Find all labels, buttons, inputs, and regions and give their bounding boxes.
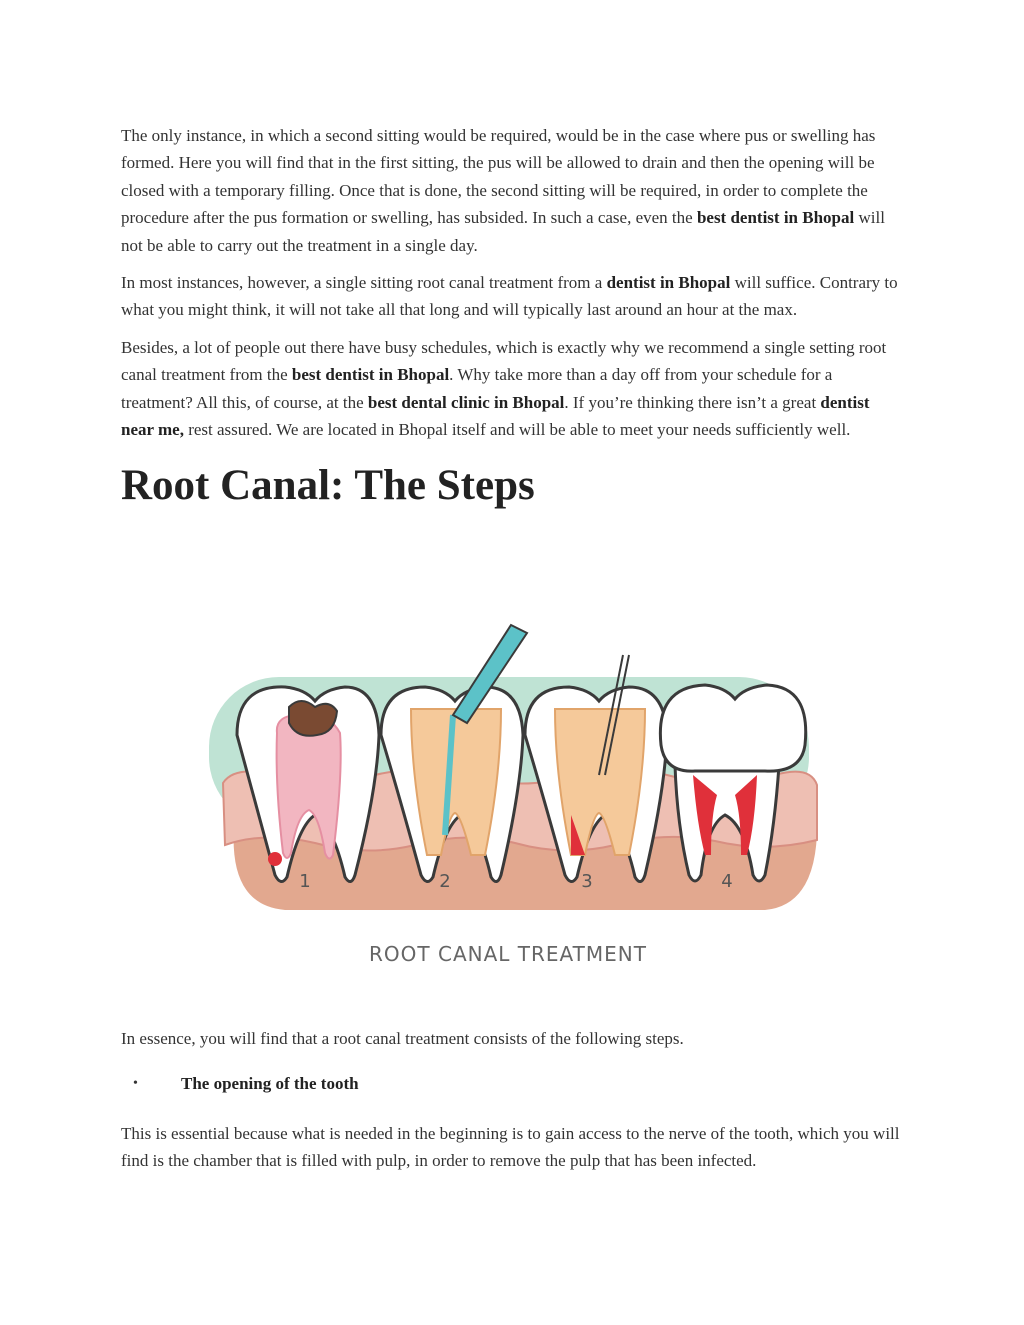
text-run: . Why take more than a day off from your schedule for a treatment? All this, of course, at the	[121, 365, 833, 412]
text-run: will not be able to carry out the treatment in a single day.	[121, 208, 885, 255]
step-label-2: 2	[439, 871, 451, 892]
steps-intro: In essence, you will find that a root canal treatment consists of the following steps.	[121, 1029, 684, 1048]
paragraph-second-sitting	[121, 122, 906, 259]
bold-phrase: dentist near me,	[121, 392, 870, 440]
root-canal-illustration	[205, 615, 827, 987]
text-run: will suffice. Contrary to what you might think, it will not take all that long and will typically last around an hour at the max.	[121, 273, 898, 320]
bold-phrase: best dental clinic in Bhopal	[367, 392, 565, 412]
bold-phrase: best dentist in Bhopal	[696, 208, 855, 228]
section-heading: Root Canal: The Steps	[121, 462, 535, 510]
step-label-3: 3	[581, 871, 593, 892]
step-label-1: 1	[299, 871, 311, 892]
root-canal-diagram	[205, 615, 827, 987]
text-run: rest assured. We are located in Bhopal itself and will be able to meet your needs sufficiently well.	[183, 420, 851, 440]
text-run: In most instances, however, a single sitting root canal treatment from a	[121, 273, 607, 293]
bullet-icon: •	[133, 1076, 138, 1091]
step-description: This is essential because what is needed in the beginning is to gain access to the nerve of the tooth, which you will find is the chamber that is filled with pulp, in order to remove the pulp that has been infected.	[121, 1124, 900, 1171]
paragraph-single-sitting	[121, 269, 906, 324]
text-run: . If you’re thinking there isn’t a great	[564, 392, 821, 412]
text-run: Besides, a lot of people out there have busy schedules, which is exactly why we recommend a single setting root canal treatment from the	[121, 337, 887, 385]
paragraph-busy-schedules	[121, 334, 906, 444]
figure-caption: ROOT CANAL TREATMENT	[369, 942, 647, 966]
bold-phrase: best dentist in Bhopal	[291, 365, 450, 385]
article-body	[121, 122, 906, 515]
bold-phrase: dentist in Bhopal	[606, 273, 731, 293]
text-run: The only instance, in which a second sitting would be required, would be in the case where pus or swelling has formed. Here you will find that in the first sitting, the pus will be allowed to drain and then the opening will be closed with a temporary filling. Once that is done, the second sitting will be required, in order to complete the procedure after the pus formation or swelling, has subsided. In such a case, even the	[121, 126, 876, 228]
step-title: The opening of the tooth	[181, 1074, 359, 1093]
step-label-4: 4	[721, 871, 733, 892]
